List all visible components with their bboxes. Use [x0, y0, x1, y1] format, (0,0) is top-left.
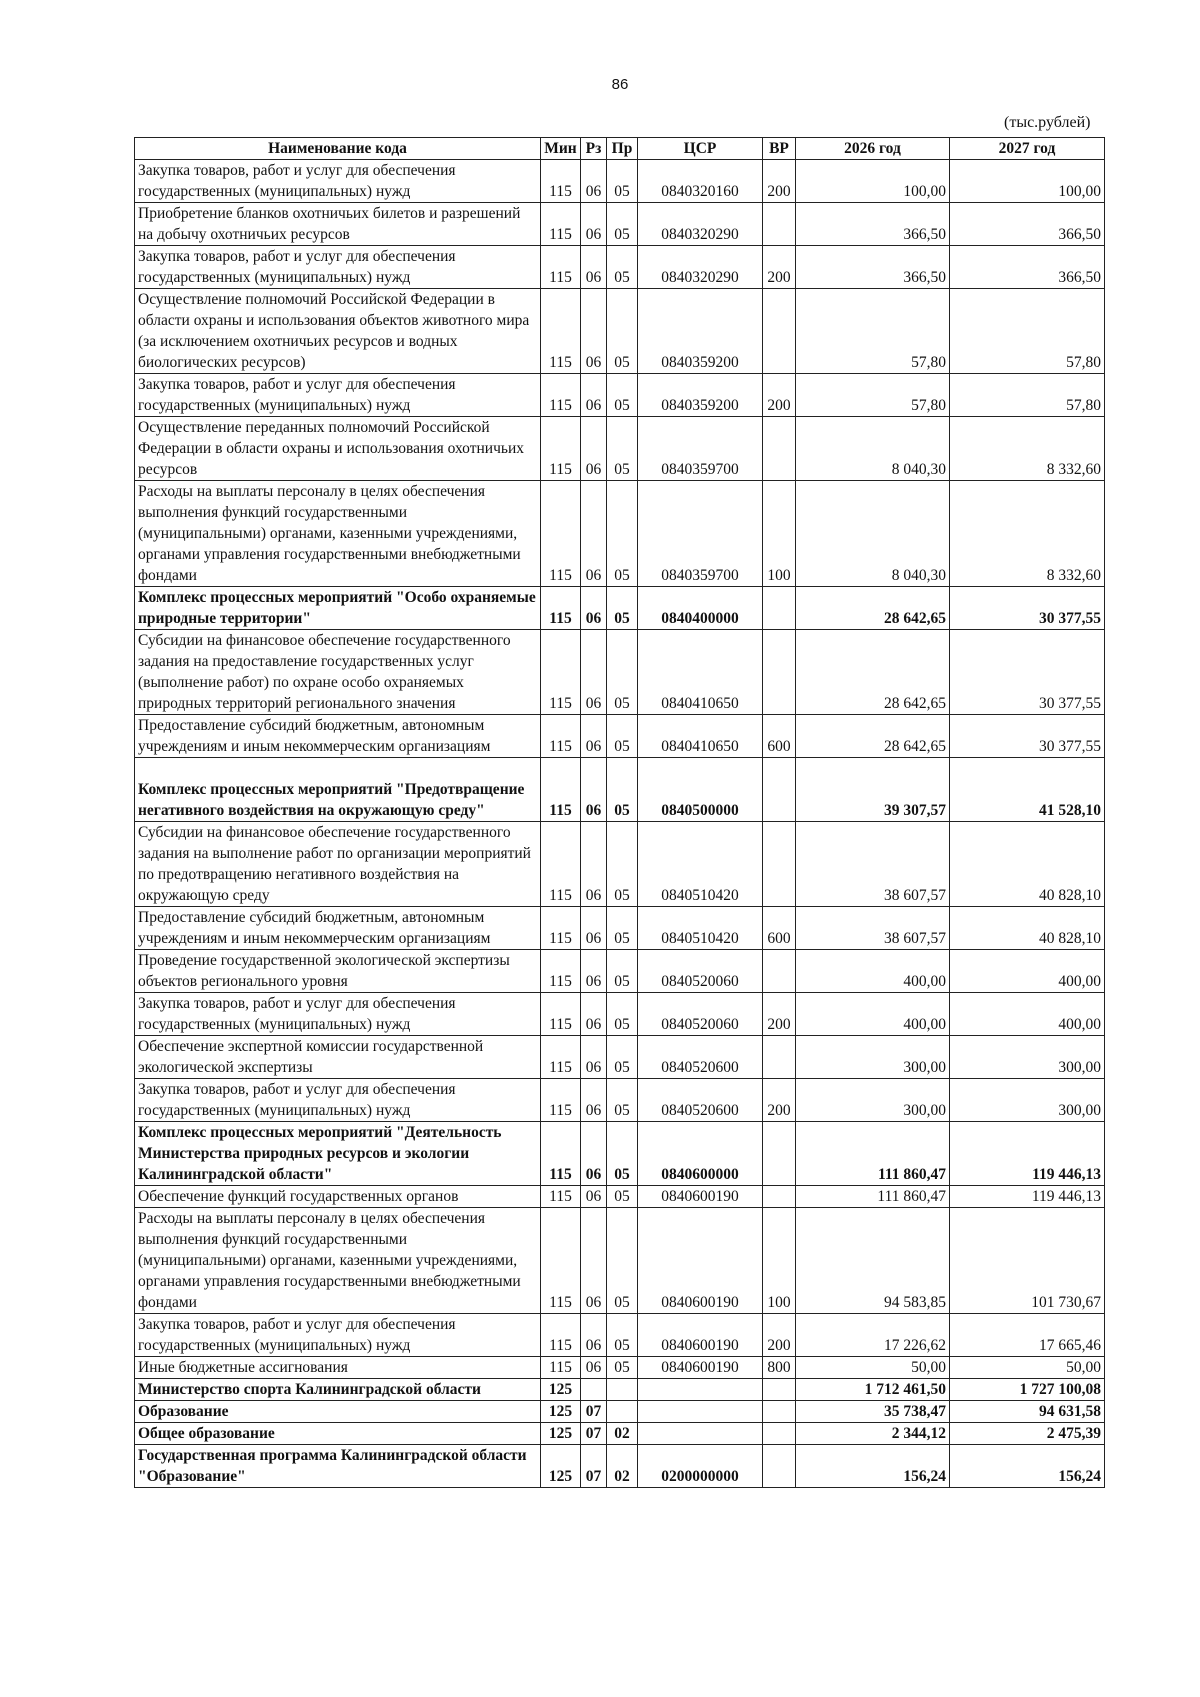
cell-name: Осуществление переданных полномочий Российской Федерации в области охраны и использования охотничьих ресурсов	[135, 417, 541, 481]
cell-pr: 05	[607, 374, 638, 417]
cell-csr	[638, 1423, 763, 1445]
cell-name: Обеспечение функций государственных органов	[135, 1186, 541, 1208]
cell-pr: 05	[607, 1036, 638, 1079]
cell-name: Предоставление субсидий бюджетным, автономным учреждениям и иным некоммерческим организациям	[135, 907, 541, 950]
cell-rz: 06	[581, 587, 607, 630]
cell-csr: 0840520060	[638, 993, 763, 1036]
cell-vr: 200	[763, 1314, 796, 1357]
header-pr: Пр	[607, 138, 638, 160]
cell-2026: 57,80	[796, 374, 950, 417]
cell-min: 115	[541, 950, 581, 993]
cell-2026: 17 226,62	[796, 1314, 950, 1357]
cell-csr: 0840500000	[638, 758, 763, 822]
cell-csr: 0840359700	[638, 481, 763, 587]
table-row	[135, 1079, 1105, 1122]
header-min: Мин	[541, 138, 581, 160]
cell-pr: 05	[607, 417, 638, 481]
cell-2026: 28 642,65	[796, 630, 950, 715]
cell-rz: 07	[581, 1445, 607, 1488]
cell-pr: 05	[607, 1186, 638, 1208]
cell-rz: 06	[581, 374, 607, 417]
cell-min: 115	[541, 203, 581, 246]
cell-2026: 8 040,30	[796, 417, 950, 481]
cell-2027: 400,00	[950, 993, 1105, 1036]
cell-2026: 156,24	[796, 1445, 950, 1488]
cell-name: Общее образование	[135, 1423, 541, 1445]
cell-rz: 06	[581, 907, 607, 950]
table-row	[135, 1314, 1105, 1357]
cell-pr: 05	[607, 1314, 638, 1357]
cell-name: Комплекс процессных мероприятий "Предотвращение негативного воздействия на окружающую среду"	[135, 758, 541, 822]
cell-csr: 0840320290	[638, 203, 763, 246]
cell-rz: 06	[581, 1314, 607, 1357]
cell-name: Закупка товаров, работ и услуг для обеспечения государственных (муниципальных) нужд	[135, 1314, 541, 1357]
table-row	[135, 950, 1105, 993]
table-row	[135, 289, 1105, 374]
cell-pr: 05	[607, 481, 638, 587]
cell-vr	[763, 950, 796, 993]
cell-rz: 07	[581, 1401, 607, 1423]
cell-rz: 06	[581, 1186, 607, 1208]
cell-vr	[763, 203, 796, 246]
cell-min: 115	[541, 1357, 581, 1379]
cell-pr: 05	[607, 715, 638, 758]
table-row	[135, 1122, 1105, 1186]
cell-min: 115	[541, 160, 581, 203]
cell-2027: 300,00	[950, 1079, 1105, 1122]
cell-name: Образование	[135, 1401, 541, 1423]
table-row	[135, 1036, 1105, 1079]
table-row	[135, 203, 1105, 246]
cell-2026: 100,00	[796, 160, 950, 203]
cell-rz: 06	[581, 758, 607, 822]
units-label: (тыс.рублей)	[1004, 114, 1091, 131]
cell-min: 115	[541, 1122, 581, 1186]
cell-name: Комплекс процессных мероприятий "Особо охраняемые природные территории"	[135, 587, 541, 630]
cell-min: 115	[541, 1079, 581, 1122]
cell-name: Закупка товаров, работ и услуг для обеспечения государственных (муниципальных) нужд	[135, 246, 541, 289]
cell-rz: 06	[581, 993, 607, 1036]
cell-csr: 0840320160	[638, 160, 763, 203]
cell-pr: 05	[607, 1079, 638, 1122]
cell-min: 115	[541, 374, 581, 417]
budget-table	[134, 137, 1105, 1488]
cell-name: Закупка товаров, работ и услуг для обеспечения государственных (муниципальных) нужд	[135, 160, 541, 203]
cell-2026: 400,00	[796, 950, 950, 993]
table-row	[135, 417, 1105, 481]
cell-pr: 02	[607, 1445, 638, 1488]
cell-pr: 05	[607, 758, 638, 822]
table-row	[135, 758, 1105, 822]
table-row	[135, 481, 1105, 587]
header-csr: ЦСР	[638, 138, 763, 160]
cell-vr: 800	[763, 1357, 796, 1379]
cell-name: Субсидии на финансовое обеспечение государственного задания на предоставление государственных услуг (выполнение работ) по охране особо охраняемых природных территорий регионального значения	[135, 630, 541, 715]
cell-2026: 366,50	[796, 246, 950, 289]
cell-csr: 0840520600	[638, 1079, 763, 1122]
cell-min: 115	[541, 1186, 581, 1208]
cell-2027: 50,00	[950, 1357, 1105, 1379]
cell-csr: 0840410650	[638, 630, 763, 715]
cell-pr: 05	[607, 246, 638, 289]
cell-name: Закупка товаров, работ и услуг для обеспечения государственных (муниципальных) нужд	[135, 374, 541, 417]
cell-2026: 111 860,47	[796, 1122, 950, 1186]
table-row	[135, 1423, 1105, 1445]
cell-csr: 0840400000	[638, 587, 763, 630]
cell-vr: 600	[763, 907, 796, 950]
cell-2027: 8 332,60	[950, 481, 1105, 587]
cell-name: Расходы на выплаты персоналу в целях обеспечения выполнения функций государственными (муниципальными) органами, казенными учреждениями, органами управления государственными внебюджетными фондами	[135, 1208, 541, 1314]
cell-min: 115	[541, 289, 581, 374]
cell-2027: 101 730,67	[950, 1208, 1105, 1314]
cell-vr: 200	[763, 993, 796, 1036]
cell-pr: 05	[607, 907, 638, 950]
cell-name: Комплекс процессных мероприятий "Деятельность Министерства природных ресурсов и экологии Калининградской области"	[135, 1122, 541, 1186]
cell-2026: 38 607,57	[796, 907, 950, 950]
cell-name: Закупка товаров, работ и услуг для обеспечения государственных (муниципальных) нужд	[135, 1079, 541, 1122]
cell-name: Иные бюджетные ассигнования	[135, 1357, 541, 1379]
cell-min: 115	[541, 822, 581, 907]
cell-2026: 111 860,47	[796, 1186, 950, 1208]
cell-name: Осуществление полномочий Российской Федерации в области охраны и использования объектов животного мира (за исключением охотничьих ресурсов и водных биологических ресурсов)	[135, 289, 541, 374]
cell-vr	[763, 417, 796, 481]
cell-rz: 06	[581, 1122, 607, 1186]
table-row	[135, 1208, 1105, 1314]
cell-vr	[763, 1423, 796, 1445]
cell-csr	[638, 1379, 763, 1401]
header-2027: 2027 год	[950, 138, 1105, 160]
table-row	[135, 1401, 1105, 1423]
cell-rz: 06	[581, 289, 607, 374]
cell-rz: 06	[581, 160, 607, 203]
cell-2027: 366,50	[950, 246, 1105, 289]
header-name: Наименование кода	[135, 138, 541, 160]
cell-pr: 05	[607, 203, 638, 246]
cell-vr: 200	[763, 1079, 796, 1122]
cell-rz: 06	[581, 1208, 607, 1314]
cell-csr: 0840510420	[638, 907, 763, 950]
cell-min: 125	[541, 1379, 581, 1401]
cell-min: 115	[541, 1208, 581, 1314]
cell-pr: 05	[607, 822, 638, 907]
table-row	[135, 246, 1105, 289]
table-row	[135, 630, 1105, 715]
cell-name: Субсидии на финансовое обеспечение государственного задания на выполнение работ по организации мероприятий по предотвращению негативного воздействия на окружающую среду	[135, 822, 541, 907]
cell-pr: 05	[607, 1357, 638, 1379]
table-row	[135, 907, 1105, 950]
cell-min: 115	[541, 758, 581, 822]
cell-pr: 05	[607, 630, 638, 715]
cell-csr: 0840510420	[638, 822, 763, 907]
cell-pr: 05	[607, 993, 638, 1036]
cell-vr: 200	[763, 246, 796, 289]
cell-2026: 8 040,30	[796, 481, 950, 587]
cell-min: 115	[541, 417, 581, 481]
cell-2027: 1 727 100,08	[950, 1379, 1105, 1401]
cell-min: 115	[541, 715, 581, 758]
cell-2026: 94 583,85	[796, 1208, 950, 1314]
cell-min: 115	[541, 481, 581, 587]
cell-pr: 05	[607, 587, 638, 630]
cell-2027: 100,00	[950, 160, 1105, 203]
cell-2026: 35 738,47	[796, 1401, 950, 1423]
cell-pr: 05	[607, 289, 638, 374]
cell-rz: 06	[581, 1079, 607, 1122]
table-row	[135, 1357, 1105, 1379]
cell-pr	[607, 1401, 638, 1423]
cell-name: Обеспечение экспертной комиссии государственной экологической экспертизы	[135, 1036, 541, 1079]
cell-vr	[763, 1445, 796, 1488]
cell-pr: 05	[607, 950, 638, 993]
cell-2027: 8 332,60	[950, 417, 1105, 481]
cell-2027: 94 631,58	[950, 1401, 1105, 1423]
cell-2026: 39 307,57	[796, 758, 950, 822]
cell-pr: 05	[607, 160, 638, 203]
cell-name: Министерство спорта Калининградской области	[135, 1379, 541, 1401]
cell-2027: 300,00	[950, 1036, 1105, 1079]
cell-min: 115	[541, 630, 581, 715]
header-vr: ВР	[763, 138, 796, 160]
cell-rz: 06	[581, 630, 607, 715]
cell-csr: 0840600190	[638, 1186, 763, 1208]
cell-rz: 06	[581, 1357, 607, 1379]
table-body	[135, 160, 1105, 1488]
cell-rz: 06	[581, 203, 607, 246]
table-row	[135, 1445, 1105, 1488]
cell-vr: 200	[763, 160, 796, 203]
cell-2026: 2 344,12	[796, 1423, 950, 1445]
cell-vr: 200	[763, 374, 796, 417]
table-row	[135, 822, 1105, 907]
table-row	[135, 715, 1105, 758]
cell-pr	[607, 1379, 638, 1401]
cell-2026: 1 712 461,50	[796, 1379, 950, 1401]
cell-vr: 100	[763, 1208, 796, 1314]
cell-vr	[763, 1122, 796, 1186]
cell-2026: 300,00	[796, 1036, 950, 1079]
cell-csr: 0840600190	[638, 1357, 763, 1379]
cell-2027: 41 528,10	[950, 758, 1105, 822]
cell-2027: 30 377,55	[950, 715, 1105, 758]
table-row	[135, 993, 1105, 1036]
cell-rz: 06	[581, 715, 607, 758]
cell-min: 125	[541, 1401, 581, 1423]
page-number: 86	[611, 76, 629, 93]
cell-name: Закупка товаров, работ и услуг для обеспечения государственных (муниципальных) нужд	[135, 993, 541, 1036]
cell-name: Приобретение бланков охотничьих билетов и разрешений на добычу охотничьих ресурсов	[135, 203, 541, 246]
cell-pr: 05	[607, 1208, 638, 1314]
cell-min: 125	[541, 1423, 581, 1445]
table-row	[135, 160, 1105, 203]
cell-2027: 40 828,10	[950, 822, 1105, 907]
cell-2027: 366,50	[950, 203, 1105, 246]
cell-rz: 06	[581, 417, 607, 481]
cell-csr: 0840600190	[638, 1314, 763, 1357]
table-row	[135, 1186, 1105, 1208]
cell-rz	[581, 1379, 607, 1401]
cell-csr: 0840320290	[638, 246, 763, 289]
cell-csr: 0840600000	[638, 1122, 763, 1186]
cell-2027: 57,80	[950, 289, 1105, 374]
cell-vr	[763, 289, 796, 374]
cell-rz: 06	[581, 822, 607, 907]
header-rz: Рз	[581, 138, 607, 160]
cell-2027: 17 665,46	[950, 1314, 1105, 1357]
cell-name: Предоставление субсидий бюджетным, автономным учреждениям и иным некоммерческим организациям	[135, 715, 541, 758]
cell-csr: 0840520600	[638, 1036, 763, 1079]
cell-min: 115	[541, 587, 581, 630]
cell-2026: 28 642,65	[796, 715, 950, 758]
cell-vr	[763, 1401, 796, 1423]
cell-vr: 100	[763, 481, 796, 587]
cell-2027: 2 475,39	[950, 1423, 1105, 1445]
cell-csr: 0840359200	[638, 374, 763, 417]
cell-2027: 400,00	[950, 950, 1105, 993]
cell-2026: 400,00	[796, 993, 950, 1036]
cell-rz: 06	[581, 481, 607, 587]
cell-rz: 06	[581, 950, 607, 993]
cell-2027: 119 446,13	[950, 1122, 1105, 1186]
cell-name: Государственная программа Калининградской области "Образование"	[135, 1445, 541, 1488]
cell-2026: 366,50	[796, 203, 950, 246]
cell-2027: 30 377,55	[950, 630, 1105, 715]
cell-csr: 0200000000	[638, 1445, 763, 1488]
cell-csr	[638, 1401, 763, 1423]
cell-csr: 0840359200	[638, 289, 763, 374]
cell-csr: 0840520060	[638, 950, 763, 993]
cell-vr	[763, 1036, 796, 1079]
table-row	[135, 587, 1105, 630]
cell-2026: 38 607,57	[796, 822, 950, 907]
cell-min: 125	[541, 1445, 581, 1488]
cell-csr: 0840600190	[638, 1208, 763, 1314]
cell-rz: 07	[581, 1423, 607, 1445]
cell-2027: 57,80	[950, 374, 1105, 417]
table-row	[135, 1379, 1105, 1401]
cell-2026: 57,80	[796, 289, 950, 374]
cell-min: 115	[541, 246, 581, 289]
header-2026: 2026 год	[796, 138, 950, 160]
cell-csr: 0840410650	[638, 715, 763, 758]
cell-2027: 119 446,13	[950, 1186, 1105, 1208]
cell-2026: 28 642,65	[796, 587, 950, 630]
cell-min: 115	[541, 1314, 581, 1357]
cell-min: 115	[541, 907, 581, 950]
table-header-row	[135, 138, 1105, 160]
table-row	[135, 374, 1105, 417]
cell-2027: 40 828,10	[950, 907, 1105, 950]
cell-rz: 06	[581, 246, 607, 289]
cell-2026: 50,00	[796, 1357, 950, 1379]
cell-vr	[763, 630, 796, 715]
cell-csr: 0840359700	[638, 417, 763, 481]
cell-name: Проведение государственной экологической экспертизы объектов регионального уровня	[135, 950, 541, 993]
cell-name: Расходы на выплаты персоналу в целях обеспечения выполнения функций государственными (муниципальными) органами, казенными учреждениями, органами управления государственными внебюджетными фондами	[135, 481, 541, 587]
cell-2027: 156,24	[950, 1445, 1105, 1488]
cell-min: 115	[541, 993, 581, 1036]
cell-vr	[763, 1379, 796, 1401]
cell-2026: 300,00	[796, 1079, 950, 1122]
cell-vr: 600	[763, 715, 796, 758]
cell-2027: 30 377,55	[950, 587, 1105, 630]
cell-vr	[763, 1186, 796, 1208]
cell-vr	[763, 758, 796, 822]
cell-vr	[763, 822, 796, 907]
cell-vr	[763, 587, 796, 630]
cell-pr: 02	[607, 1423, 638, 1445]
cell-min: 115	[541, 1036, 581, 1079]
cell-pr: 05	[607, 1122, 638, 1186]
cell-rz: 06	[581, 1036, 607, 1079]
